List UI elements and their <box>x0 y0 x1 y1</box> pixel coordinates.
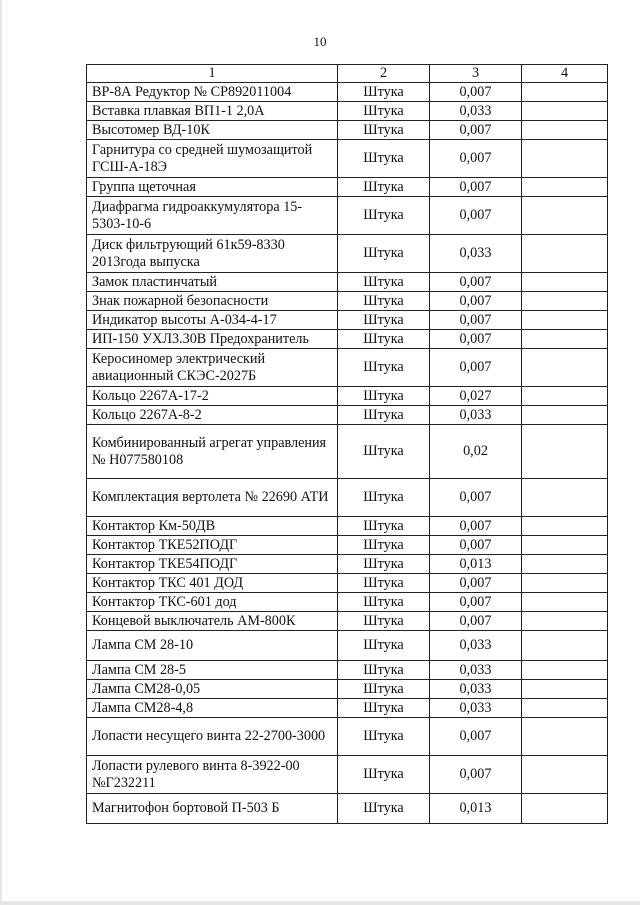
item-name-cell: Контактор ТКС 401 ДОД <box>87 574 338 593</box>
table-row <box>87 292 608 311</box>
table-row <box>87 349 608 387</box>
unit-cell: Штука <box>338 680 430 699</box>
table-row <box>87 102 608 121</box>
note-cell <box>522 794 608 824</box>
unit-cell: Штука <box>338 140 430 178</box>
item-name-cell: ИП-150 УХЛ3.30В Предохранитель <box>87 330 338 349</box>
item-name-cell: Магнитофон бортовой П-503 Б <box>87 794 338 824</box>
item-name-cell: Замок пластинчатый <box>87 273 338 292</box>
item-name-cell: Контактор ТКЕ52ПОДГ <box>87 536 338 555</box>
note-cell <box>522 197 608 235</box>
table-row <box>87 574 608 593</box>
table-row <box>87 631 608 661</box>
table-row <box>87 479 608 517</box>
unit-cell: Штука <box>338 235 430 273</box>
table-row <box>87 197 608 235</box>
quantity-cell: 0,007 <box>430 83 522 102</box>
unit-cell: Штука <box>338 197 430 235</box>
quantity-cell: 0,007 <box>430 756 522 794</box>
scan-left-edge <box>0 0 2 905</box>
table-row <box>87 178 608 197</box>
table-row <box>87 387 608 406</box>
table-row <box>87 680 608 699</box>
quantity-cell: 0,033 <box>430 699 522 718</box>
quantity-cell: 0,007 <box>430 536 522 555</box>
quantity-cell: 0,007 <box>430 479 522 517</box>
quantity-cell: 0,033 <box>430 235 522 273</box>
note-cell <box>522 425 608 479</box>
note-cell <box>522 121 608 140</box>
table-row <box>87 593 608 612</box>
scan-bottom-edge <box>0 901 640 905</box>
unit-cell: Штука <box>338 273 430 292</box>
table-row <box>87 83 608 102</box>
item-name-cell: Лампа СМ28-0,05 <box>87 680 338 699</box>
note-cell <box>522 536 608 555</box>
quantity-cell: 0,007 <box>430 197 522 235</box>
unit-cell: Штука <box>338 178 430 197</box>
table-row <box>87 273 608 292</box>
note-cell <box>522 593 608 612</box>
note-cell <box>522 235 608 273</box>
table-row <box>87 756 608 794</box>
quantity-cell: 0,007 <box>430 178 522 197</box>
table-row <box>87 699 608 718</box>
note-cell <box>522 349 608 387</box>
table-row <box>87 612 608 631</box>
quantity-cell: 0,033 <box>430 631 522 661</box>
unit-cell: Штука <box>338 631 430 661</box>
quantity-cell: 0,033 <box>430 680 522 699</box>
equipment-table <box>86 64 608 824</box>
table-row <box>87 661 608 680</box>
quantity-cell: 0,033 <box>430 661 522 680</box>
table-row <box>87 718 608 756</box>
unit-cell: Штука <box>338 387 430 406</box>
table-header-row <box>87 65 608 83</box>
unit-cell: Штука <box>338 756 430 794</box>
item-name-cell: Кольцо 2267А-17-2 <box>87 387 338 406</box>
note-cell <box>522 387 608 406</box>
note-cell <box>522 102 608 121</box>
item-name-cell: Индикатор высоты А-034-4-17 <box>87 311 338 330</box>
quantity-cell: 0,007 <box>430 311 522 330</box>
item-name-cell: Лампа СМ 28-5 <box>87 661 338 680</box>
table-row <box>87 235 608 273</box>
unit-cell: Штука <box>338 406 430 425</box>
table-row <box>87 536 608 555</box>
note-cell <box>522 406 608 425</box>
note-cell <box>522 555 608 574</box>
item-name-cell: Знак пожарной безопасности <box>87 292 338 311</box>
item-name-cell: Высотомер ВД-10К <box>87 121 338 140</box>
unit-cell: Штука <box>338 83 430 102</box>
item-name-cell: Лопасти рулевого винта 8-3922-00 №Г232211 <box>87 756 338 794</box>
note-cell <box>522 631 608 661</box>
quantity-cell: 0,007 <box>430 718 522 756</box>
item-name-cell: Контактор ТКС-601 дод <box>87 593 338 612</box>
item-name-cell: Диск фильтрующий 61к59-8330 2013года выпуска <box>87 235 338 273</box>
quantity-cell: 0,013 <box>430 794 522 824</box>
quantity-cell: 0,007 <box>430 517 522 536</box>
note-cell <box>522 612 608 631</box>
quantity-cell: 0,007 <box>430 330 522 349</box>
item-name-cell: Комбинированный агрегат управления № Н077580108 <box>87 425 338 479</box>
note-cell <box>522 273 608 292</box>
item-name-cell: Гарнитура со средней шумозащитой ГСШ-А-18Э <box>87 140 338 178</box>
column-header-4: 4 <box>522 65 608 83</box>
note-cell <box>522 756 608 794</box>
note-cell <box>522 517 608 536</box>
unit-cell: Штука <box>338 612 430 631</box>
unit-cell: Штука <box>338 555 430 574</box>
note-cell <box>522 718 608 756</box>
quantity-cell: 0,02 <box>430 425 522 479</box>
unit-cell: Штука <box>338 121 430 140</box>
table-row <box>87 425 608 479</box>
table-row <box>87 140 608 178</box>
item-name-cell: Лампа СМ 28-10 <box>87 631 338 661</box>
unit-cell: Штука <box>338 102 430 121</box>
item-name-cell: ВР-8А Редуктор № СР892011004 <box>87 83 338 102</box>
table-body <box>87 83 608 824</box>
quantity-cell: 0,033 <box>430 102 522 121</box>
unit-cell: Штука <box>338 349 430 387</box>
note-cell <box>522 699 608 718</box>
quantity-cell: 0,027 <box>430 387 522 406</box>
table-row <box>87 794 608 824</box>
item-name-cell: Контактор ТКЕ54ПОДГ <box>87 555 338 574</box>
unit-cell: Штука <box>338 479 430 517</box>
item-name-cell: Вставка плавкая ВП1-1 2,0А <box>87 102 338 121</box>
note-cell <box>522 330 608 349</box>
unit-cell: Штука <box>338 425 430 479</box>
unit-cell: Штука <box>338 574 430 593</box>
quantity-cell: 0,007 <box>430 292 522 311</box>
table-row <box>87 330 608 349</box>
note-cell <box>522 680 608 699</box>
column-header-3: 3 <box>430 65 522 83</box>
table-row <box>87 517 608 536</box>
quantity-cell: 0,007 <box>430 574 522 593</box>
unit-cell: Штука <box>338 517 430 536</box>
quantity-cell: 0,007 <box>430 593 522 612</box>
unit-cell: Штука <box>338 292 430 311</box>
unit-cell: Штука <box>338 330 430 349</box>
note-cell <box>522 574 608 593</box>
quantity-cell: 0,007 <box>430 140 522 178</box>
item-name-cell: Лампа СМ28-4,8 <box>87 699 338 718</box>
unit-cell: Штука <box>338 661 430 680</box>
item-name-cell: Группа щеточная <box>87 178 338 197</box>
item-name-cell: Кольцо 2267А-8-2 <box>87 406 338 425</box>
unit-cell: Штука <box>338 699 430 718</box>
note-cell <box>522 292 608 311</box>
quantity-cell: 0,007 <box>430 349 522 387</box>
note-cell <box>522 661 608 680</box>
quantity-cell: 0,007 <box>430 121 522 140</box>
note-cell <box>522 311 608 330</box>
unit-cell: Штука <box>338 311 430 330</box>
item-name-cell: Керосиномер электрический авиационный СКЭС-2027Б <box>87 349 338 387</box>
page-number: 10 <box>313 34 327 49</box>
table-row <box>87 555 608 574</box>
table-row <box>87 406 608 425</box>
quantity-cell: 0,007 <box>430 273 522 292</box>
note-cell <box>522 178 608 197</box>
note-cell <box>522 140 608 178</box>
unit-cell: Штука <box>338 794 430 824</box>
table-row <box>87 121 608 140</box>
column-header-2: 2 <box>338 65 430 83</box>
note-cell <box>522 479 608 517</box>
item-name-cell: Концевой выключатель АМ-800К <box>87 612 338 631</box>
quantity-cell: 0,007 <box>430 612 522 631</box>
unit-cell: Штука <box>338 593 430 612</box>
item-name-cell: Диафрагма гидроаккумулятора 15-5303-10-6 <box>87 197 338 235</box>
column-header-1: 1 <box>87 65 338 83</box>
item-name-cell: Лопасти несущего винта 22-2700-3000 <box>87 718 338 756</box>
unit-cell: Штука <box>338 536 430 555</box>
table-row <box>87 311 608 330</box>
quantity-cell: 0,033 <box>430 406 522 425</box>
quantity-cell: 0,013 <box>430 555 522 574</box>
unit-cell: Штука <box>338 718 430 756</box>
item-name-cell: Комплектация вертолета № 22690 АТИ <box>87 479 338 517</box>
item-name-cell: Контактор Км-50ДВ <box>87 517 338 536</box>
note-cell <box>522 83 608 102</box>
